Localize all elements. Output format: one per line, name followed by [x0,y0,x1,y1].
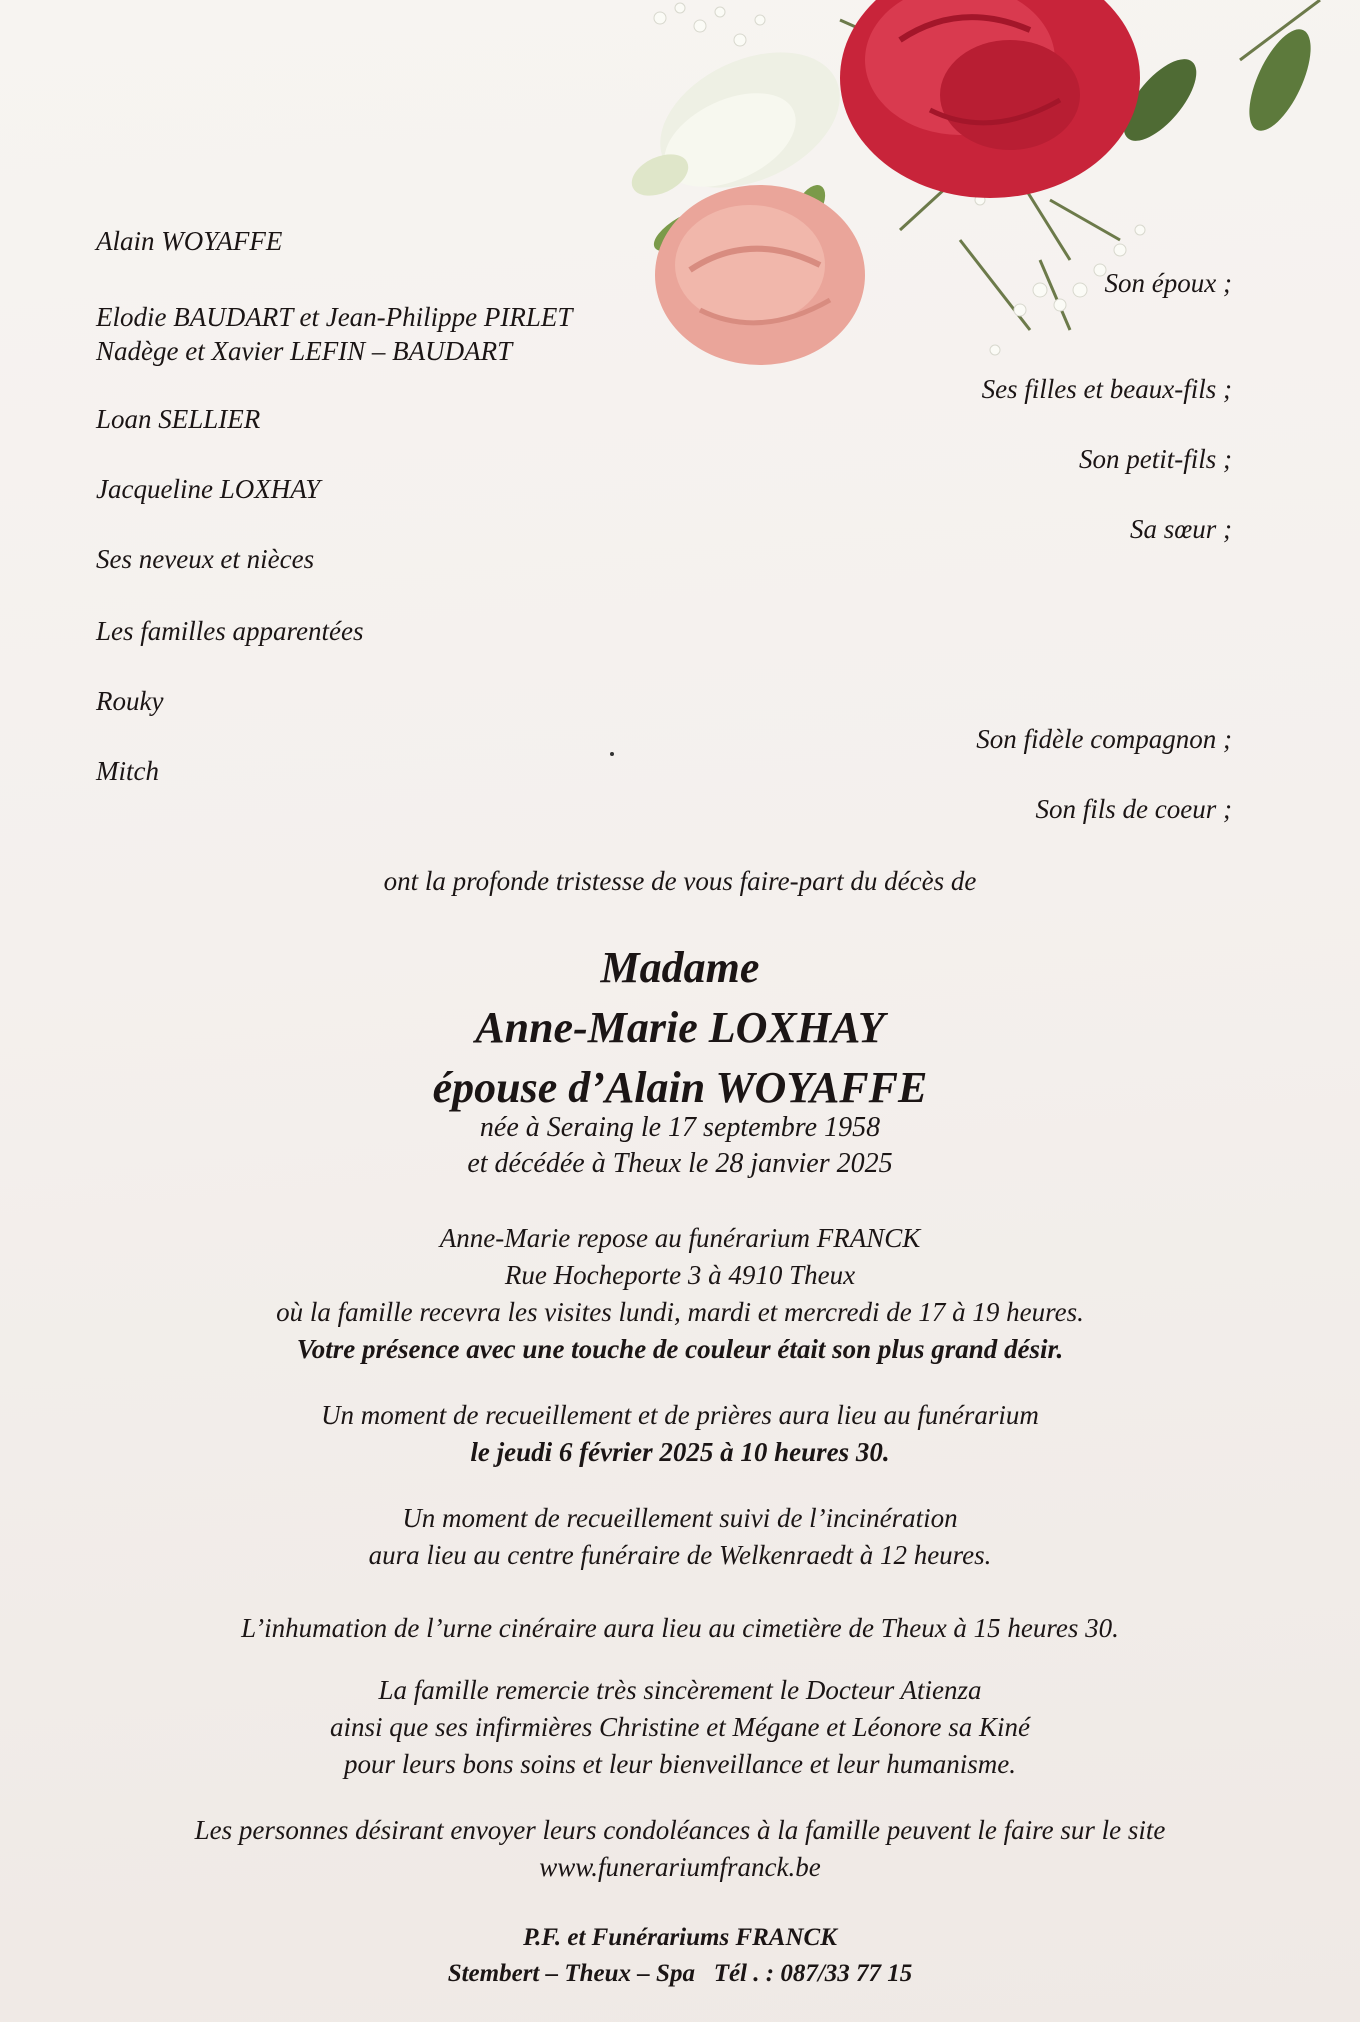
family-pet-2: Mitch [96,756,159,786]
family-daughters-relation: Ses filles et beaux-fils ; [981,374,1232,404]
deceased-spouse: épouse d’Alain WOYAFFE [432,1063,928,1112]
visitation-info [0,1220,1360,1368]
family-pet-1-relation: Son fidèle compagnon ; [976,724,1232,754]
family-pet-2-relation: Son fils de coeur ; [1035,794,1232,824]
condolences-line-1: Les personnes désirant envoyer leurs condoléances à la famille peuvent le faire sur le site [194,1815,1166,1845]
family-husband-relation: Son époux ; [1104,268,1232,298]
thanks-line-2: ainsi que ses infirmières Christine et Mégane et Léonore sa Kiné [330,1712,1030,1742]
prayer-info [0,1397,1360,1471]
footer-line-1: P.F. et Funérariums FRANCK [523,1924,837,1951]
family-daughter-2: Nadège et Xavier LEFIN – BAUDART [96,336,513,366]
prayer-line-2: le jeudi 6 février 2025 à 10 heures 30. [470,1437,890,1467]
ink-dot [610,752,614,756]
visitation-line-3: où la famille recevra les visites lundi, mardi et mercredi de 17 à 19 heures. [276,1297,1084,1327]
family-list [0,0,1360,840]
announcement-intro: ont la profonde tristesse de vous faire-part du décès de [383,866,977,896]
footer-line-2: Stembert – Theux – Spa Tél . : 087/33 77 15 [447,1960,913,1987]
burial-info: L’inhumation de l’urne cinéraire aura lieu au cimetière de Theux à 15 heures 30. [241,1613,1119,1643]
condolences-info [0,1812,1360,1886]
deceased-name-block [0,938,1360,1118]
deceased-title: Madame [600,943,760,992]
cremation-line-1: Un moment de recueillement suivi de l’incinération [402,1503,958,1533]
thanks-line-1: La famille remercie très sincèrement le Docteur Atienza [378,1675,982,1705]
thanks-info [0,1672,1360,1783]
family-sister-relation: Sa sœur ; [1129,514,1232,544]
family-related-families: Les familles apparentées [96,616,364,646]
prayer-line-1: Un moment de recueillement et de prières aura lieu au funérarium [321,1400,1039,1430]
deceased-name: Anne-Marie LOXHAY [475,1003,885,1052]
visitation-line-1: Anne-Marie repose au funérarium FRANCK [439,1223,921,1253]
birth-line: née à Seraing le 17 septembre 1958 [479,1112,881,1143]
family-sister: Jacqueline LOXHAY [96,474,321,504]
family-grandson-relation: Son petit-fils ; [1079,444,1232,474]
visitation-line-4: Votre présence avec une touche de couleur était son plus grand désir. [296,1334,1064,1364]
condolences-url[interactable]: www.funerariumfranck.be [539,1852,821,1882]
cremation-line-2: aura lieu au centre funéraire de Welkenraedt à 12 heures. [368,1540,992,1570]
visitation-line-2: Rue Hocheporte 3 à 4910 Theux [504,1260,856,1290]
thanks-line-3: pour leurs bons soins et leur bienveillance et leur humanisme. [344,1749,1016,1779]
family-husband: Alain WOYAFFE [96,226,283,256]
family-nephews: Ses neveux et nièces [96,544,315,574]
cremation-info [0,1500,1360,1574]
family-daughter-1: Elodie BAUDART et Jean-Philippe PIRLET [96,302,573,332]
family-pet-1: Rouky [96,686,164,716]
family-grandson: Loan SELLIER [96,404,261,434]
funeral-home-footer [0,1920,1360,1992]
death-line: et décédée à Theux le 28 janvier 2025 [467,1148,893,1179]
life-dates [0,1110,1360,1182]
